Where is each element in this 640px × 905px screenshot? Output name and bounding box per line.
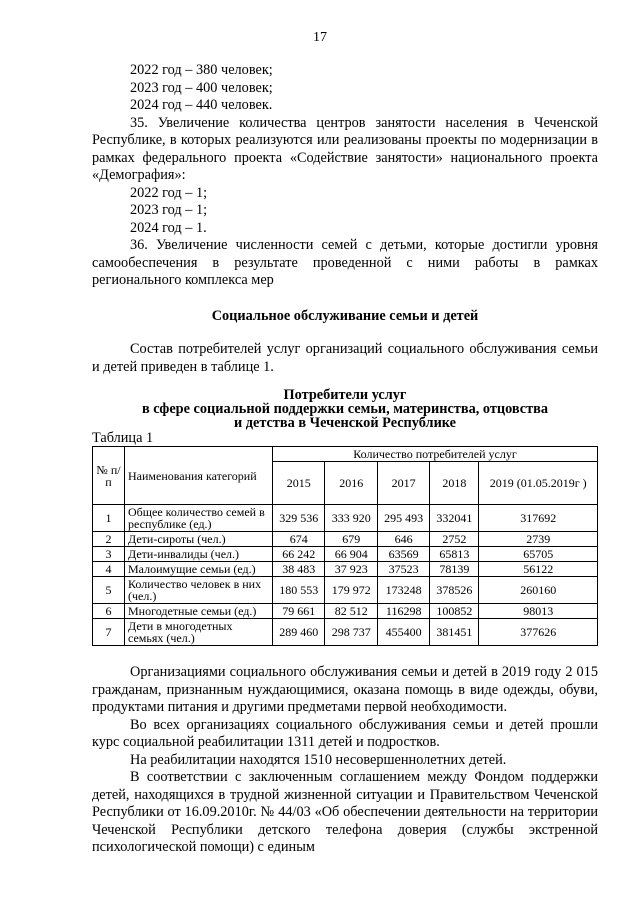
intro-line: 2023 год – 400 человек; (130, 79, 273, 96)
row-value: 332041 (430, 505, 479, 532)
row-value: 38 483 (273, 562, 325, 577)
table-row (93, 577, 598, 604)
row-value: 65813 (430, 547, 479, 562)
row-value: 116298 (377, 604, 429, 619)
row-value: 2752 (430, 532, 479, 547)
row-value: 79 661 (273, 604, 325, 619)
year-header: 2017 (377, 462, 429, 505)
row-value: 378526 (430, 577, 479, 604)
table-caption (92, 388, 598, 430)
table-row (93, 562, 598, 577)
table-header-row (93, 447, 598, 462)
row-value: 37 923 (325, 562, 377, 577)
row-value: 2739 (479, 532, 598, 547)
row-value: 329 536 (273, 505, 325, 532)
row-name: Количество человек в них (чел.) (125, 577, 273, 604)
page-number: 17 (313, 30, 327, 45)
section-intro: Состав потребителей услуг организаций социального обслуживания семьи и детей приведен в таблице 1. (92, 341, 598, 375)
row-number: 3 (93, 547, 125, 562)
table-row (93, 604, 598, 619)
table-caption-line: Потребители услуг (283, 387, 407, 403)
row-value: 82 512 (325, 604, 377, 619)
row-value: 295 493 (377, 505, 429, 532)
row-number: 5 (93, 577, 125, 604)
item-36-text: 36. Увеличение численности семей с детьми, которые достигли уровня самообеспечения в результате проведенной с ними работы в рамках регионального комплекса мер (92, 237, 598, 288)
row-name: Дети-сироты (чел.) (125, 532, 273, 547)
year-header: 2016 (325, 462, 377, 505)
row-value: 56122 (479, 562, 598, 577)
row-name: Многодетные семьи (ед.) (125, 604, 273, 619)
row-number: 1 (93, 505, 125, 532)
table-label: Таблица 1 (92, 430, 154, 446)
row-value: 377626 (479, 619, 598, 646)
row-name: Общее количество семей в республике (ед.) (125, 505, 273, 532)
name-header: Наименования категорий (125, 447, 273, 505)
num-header: № п/п (93, 447, 125, 505)
row-number: 4 (93, 562, 125, 577)
year-header: 2018 (430, 462, 479, 505)
table-row (93, 532, 598, 547)
paragraph: В соответствии с заключенным соглашением между Фондом поддержки детей, находящихся в трудной жизненной ситуации и Правительством Чеченской Республики от 16.09.2010г. № 44/03 «Об обеспечении деятельности на территории Чеченской Республики детского телефона доверия (службы экстренной психологической помощи) с единым (92, 769, 598, 855)
year-header: 2019 (01.05.2019г ) (479, 462, 598, 505)
row-value: 100852 (430, 604, 479, 619)
paragraph: Во всех организациях социального обслуживания семьи и детей прошли курс социальной реабилитации 1311 детей и подростков. (92, 716, 598, 750)
table-row (93, 619, 598, 646)
row-value: 37523 (377, 562, 429, 577)
row-name: Малоимущие семьи (ед.) (125, 562, 273, 577)
row-value: 317692 (479, 505, 598, 532)
table-caption-line: в сфере социальной поддержки семьи, материнства, отцовства (141, 401, 549, 417)
row-value: 260160 (479, 577, 598, 604)
row-value: 679 (325, 532, 377, 547)
document-body (92, 62, 598, 857)
row-number: 6 (93, 604, 125, 619)
intro-line: 2024 год – 440 человек. (130, 97, 273, 113)
group-header: Количество потребителей услуг (273, 447, 598, 462)
item-35-line: 2023 год – 1; (130, 202, 208, 218)
row-value: 289 460 (273, 619, 325, 646)
row-value: 674 (273, 532, 325, 547)
row-value: 98013 (479, 604, 598, 619)
row-value: 179 972 (325, 577, 377, 604)
row-value: 66 904 (325, 547, 377, 562)
table-caption-line: и детства в Чеченской Республике (233, 415, 457, 431)
section-title: Социальное обслуживание семьи и детей (211, 307, 479, 324)
row-value: 333 920 (325, 505, 377, 532)
row-value: 78139 (430, 562, 479, 577)
row-name: Дети в многодетных семьях (чел.) (125, 619, 273, 646)
item-35-text: 35. Увеличение количества центров занятости населения в Чеченской Республике, в которых реализуются или реализованы проекты по модернизации в рамках федерального проекта «Содействие занятости» национального проекта «Демография»: (92, 114, 598, 183)
row-number: 7 (93, 619, 125, 646)
paragraph: Организациями социального обслуживания семьи и детей в 2019 году 2 015 гражданам, признанным нуждающимися, оказана помощь в виде одежды, обуви, продуктами питания и другими предметами первой необходимости. (92, 664, 598, 715)
intro-line: 2022 год – 380 человек; (130, 62, 273, 78)
table-row (93, 505, 598, 532)
table-row (93, 547, 598, 562)
consumers-table (92, 446, 598, 646)
item-35-line: 2022 год – 1; (130, 184, 208, 201)
row-number: 2 (93, 532, 125, 547)
row-value: 646 (377, 532, 429, 547)
row-value: 173248 (377, 577, 429, 604)
row-value: 63569 (377, 547, 429, 562)
row-value: 455400 (377, 619, 429, 646)
row-name: Дети-инвалиды (чел.) (125, 547, 273, 562)
row-value: 180 553 (273, 577, 325, 604)
row-value: 66 242 (273, 547, 325, 562)
paragraph: На реабилитации находятся 1510 несовершеннолетних детей. (130, 751, 507, 768)
row-value: 381451 (430, 619, 479, 646)
item-35-line: 2024 год – 1. (130, 219, 207, 236)
row-value: 298 737 (325, 619, 377, 646)
row-value: 65705 (479, 547, 598, 562)
year-header: 2015 (273, 462, 325, 505)
